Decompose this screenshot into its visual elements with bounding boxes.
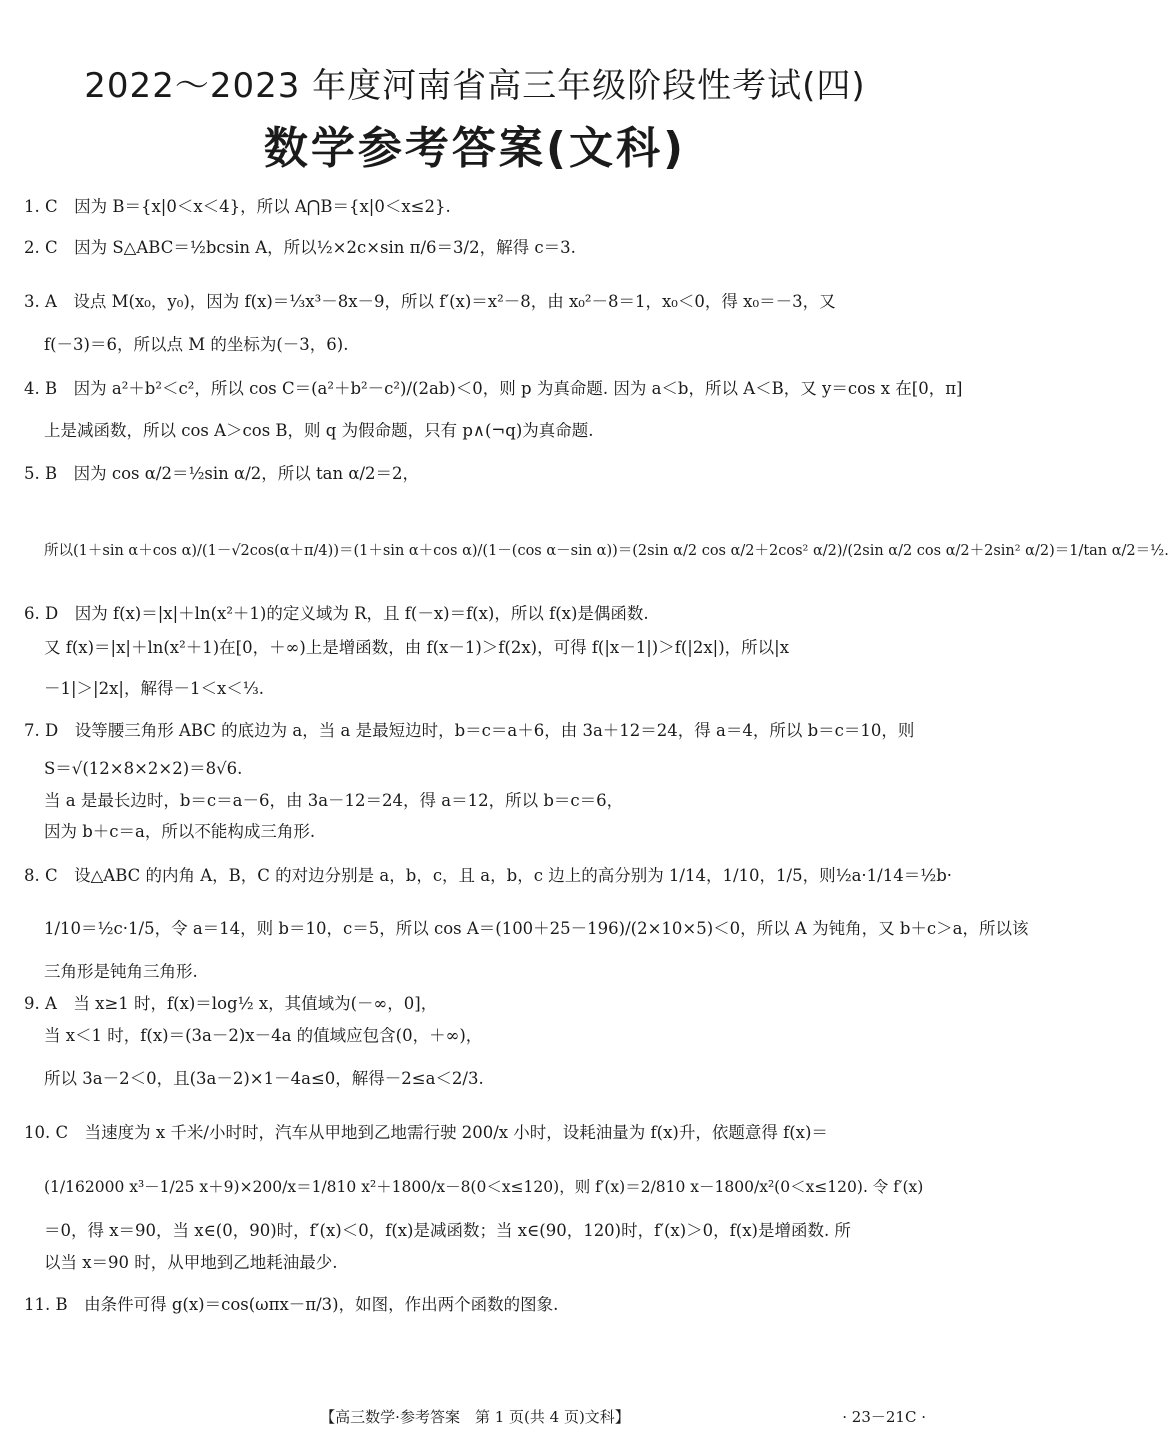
answer-line: 3. A 设点 M(x₀，y₀)，因为 f(x)＝⅓x³－8x－9，所以 f′(x)＝x²－8，由 x₀²－8＝1，x₀＜0，得 x₀＝－3，又	[24, 292, 836, 311]
answer-line: 10. C 当速度为 x 千米/小时时，汽车从甲地到乙地需行驶 200/x 小时，设耗油量为 f(x)升，依题意得 f(x)＝	[24, 1123, 828, 1142]
page-footer: 【高三数学·参考答案 第 1 页(共 4 页)文科】	[320, 1408, 630, 1426]
answer-line: 因为 b＋c＝a，所以不能构成三角形.	[44, 822, 316, 841]
answer-line: 6. D 因为 f(x)＝|x|＋ln(x²＋1)的定义域为 R，且 f(－x)＝f(x)，所以 f(x)是偶函数.	[24, 604, 649, 623]
answer-line: ＝0，得 x＝90，当 x∈(0，90)时，f′(x)＜0，f(x)是减函数；当 x∈(90，120)时，f′(x)＞0，f(x)是增函数. 所	[44, 1221, 851, 1240]
answer-line: 1. C 因为 B＝{x|0＜x＜4}，所以 A⋂B＝{x|0＜x≤2}.	[24, 197, 451, 216]
answer-line: S＝√(12×8×2×2)＝8√6.	[44, 759, 243, 778]
answer-line: 5. B 因为 cos α/2＝½sin α/2，所以 tan α/2＝2，	[24, 464, 420, 483]
document-code: · 23－21C ·	[842, 1408, 926, 1426]
answer-line: 以当 x＝90 时，从甲地到乙地耗油最少.	[44, 1253, 338, 1272]
answer-line: 当 a 是最长边时，b＝c＝a－6，由 3a－12＝24，得 a＝12，所以 b＝c＝6，	[44, 791, 624, 810]
answer-line: f(－3)＝6，所以点 M 的坐标为(－3，6).	[44, 335, 349, 354]
answer-line: 三角形是钝角三角形.	[44, 962, 198, 981]
answer-line: 7. D 设等腰三角形 ABC 的底边为 a，当 a 是最短边时，b＝c＝a＋6，由 3a＋12＝24，得 a＝4，所以 b＝c＝10，则	[24, 721, 915, 740]
document-subtitle: 数学参考答案(文科)	[263, 123, 687, 174]
answer-line: 又 f(x)＝|x|＋ln(x²＋1)在[0，＋∞)上是增函数，由 f(x－1)＞f(2x)，可得 f(|x－1|)＞f(|2x|)，所以|x	[44, 638, 789, 657]
answer-line: 所以(1＋sin α＋cos α)/(1－√2cos(α＋π/4))＝(1＋sin α＋cos α)/(1－(cos α－sin α))＝(2sin α/2 cos α/2＋2cos² α/2)/(2sin α/2 cos α/2＋2sin² α/2)＝1/tan α/2＝½.	[44, 543, 1169, 559]
answer-line: 4. B 因为 a²＋b²＜c²，所以 cos C＝(a²＋b²－c²)/(2ab)＜0，则 p 为真命题. 因为 a＜b，所以 A＜B，又 y＝cos x 在[0，π]	[24, 379, 963, 398]
answer-line: 1/10＝½c·1/5，令 a＝14，则 b＝10，c＝5，所以 cos A＝(100＋25－196)/(2×10×5)＜0，所以 A 为钝角，又 b＋c＞a，所以该	[44, 919, 1029, 938]
answer-line: 2. C 因为 S△ABC＝½bcsin A，所以½×2c×sin π/6＝3/2，解得 c＝3.	[24, 238, 576, 257]
document-title: 2022～2023 年度河南省高三年级阶段性考试(四)	[84, 66, 866, 106]
answer-line: 8. C 设△ABC 的内角 A，B，C 的对边分别是 a，b，c，且 a，b，c 边上的高分别为 1/14，1/10，1/5，则½a·1/14＝½b·	[24, 866, 953, 885]
answer-line: 上是减函数，所以 cos A＞cos B，则 q 为假命题，只有 p∧(¬q)为真命题.	[44, 421, 594, 440]
answer-line: 11. B 由条件可得 g(x)＝cos(ωπx－π/3)，如图，作出两个函数的图象.	[24, 1295, 559, 1314]
answer-line: (1/162000 x³－1/25 x＋9)×200/x＝1/810 x²＋1800/x－8(0＜x≤120)，则 f′(x)＝2/810 x－1800/x²(0＜x≤120). 令 f′(x)	[44, 1178, 924, 1196]
answer-line: －1|＞|2x|，解得－1＜x＜⅓.	[44, 679, 265, 698]
answer-line: 当 x＜1 时，f(x)＝(3a－2)x－4a 的值域应包含(0，＋∞)，	[44, 1026, 483, 1045]
answer-line: 所以 3a－2＜0，且(3a－2)×1－4a≤0，解得－2≤a＜2/3.	[44, 1069, 484, 1088]
answer-line: 9. A 当 x≥1 时，f(x)＝log½ x，其值域为(－∞，0]，	[24, 994, 438, 1013]
